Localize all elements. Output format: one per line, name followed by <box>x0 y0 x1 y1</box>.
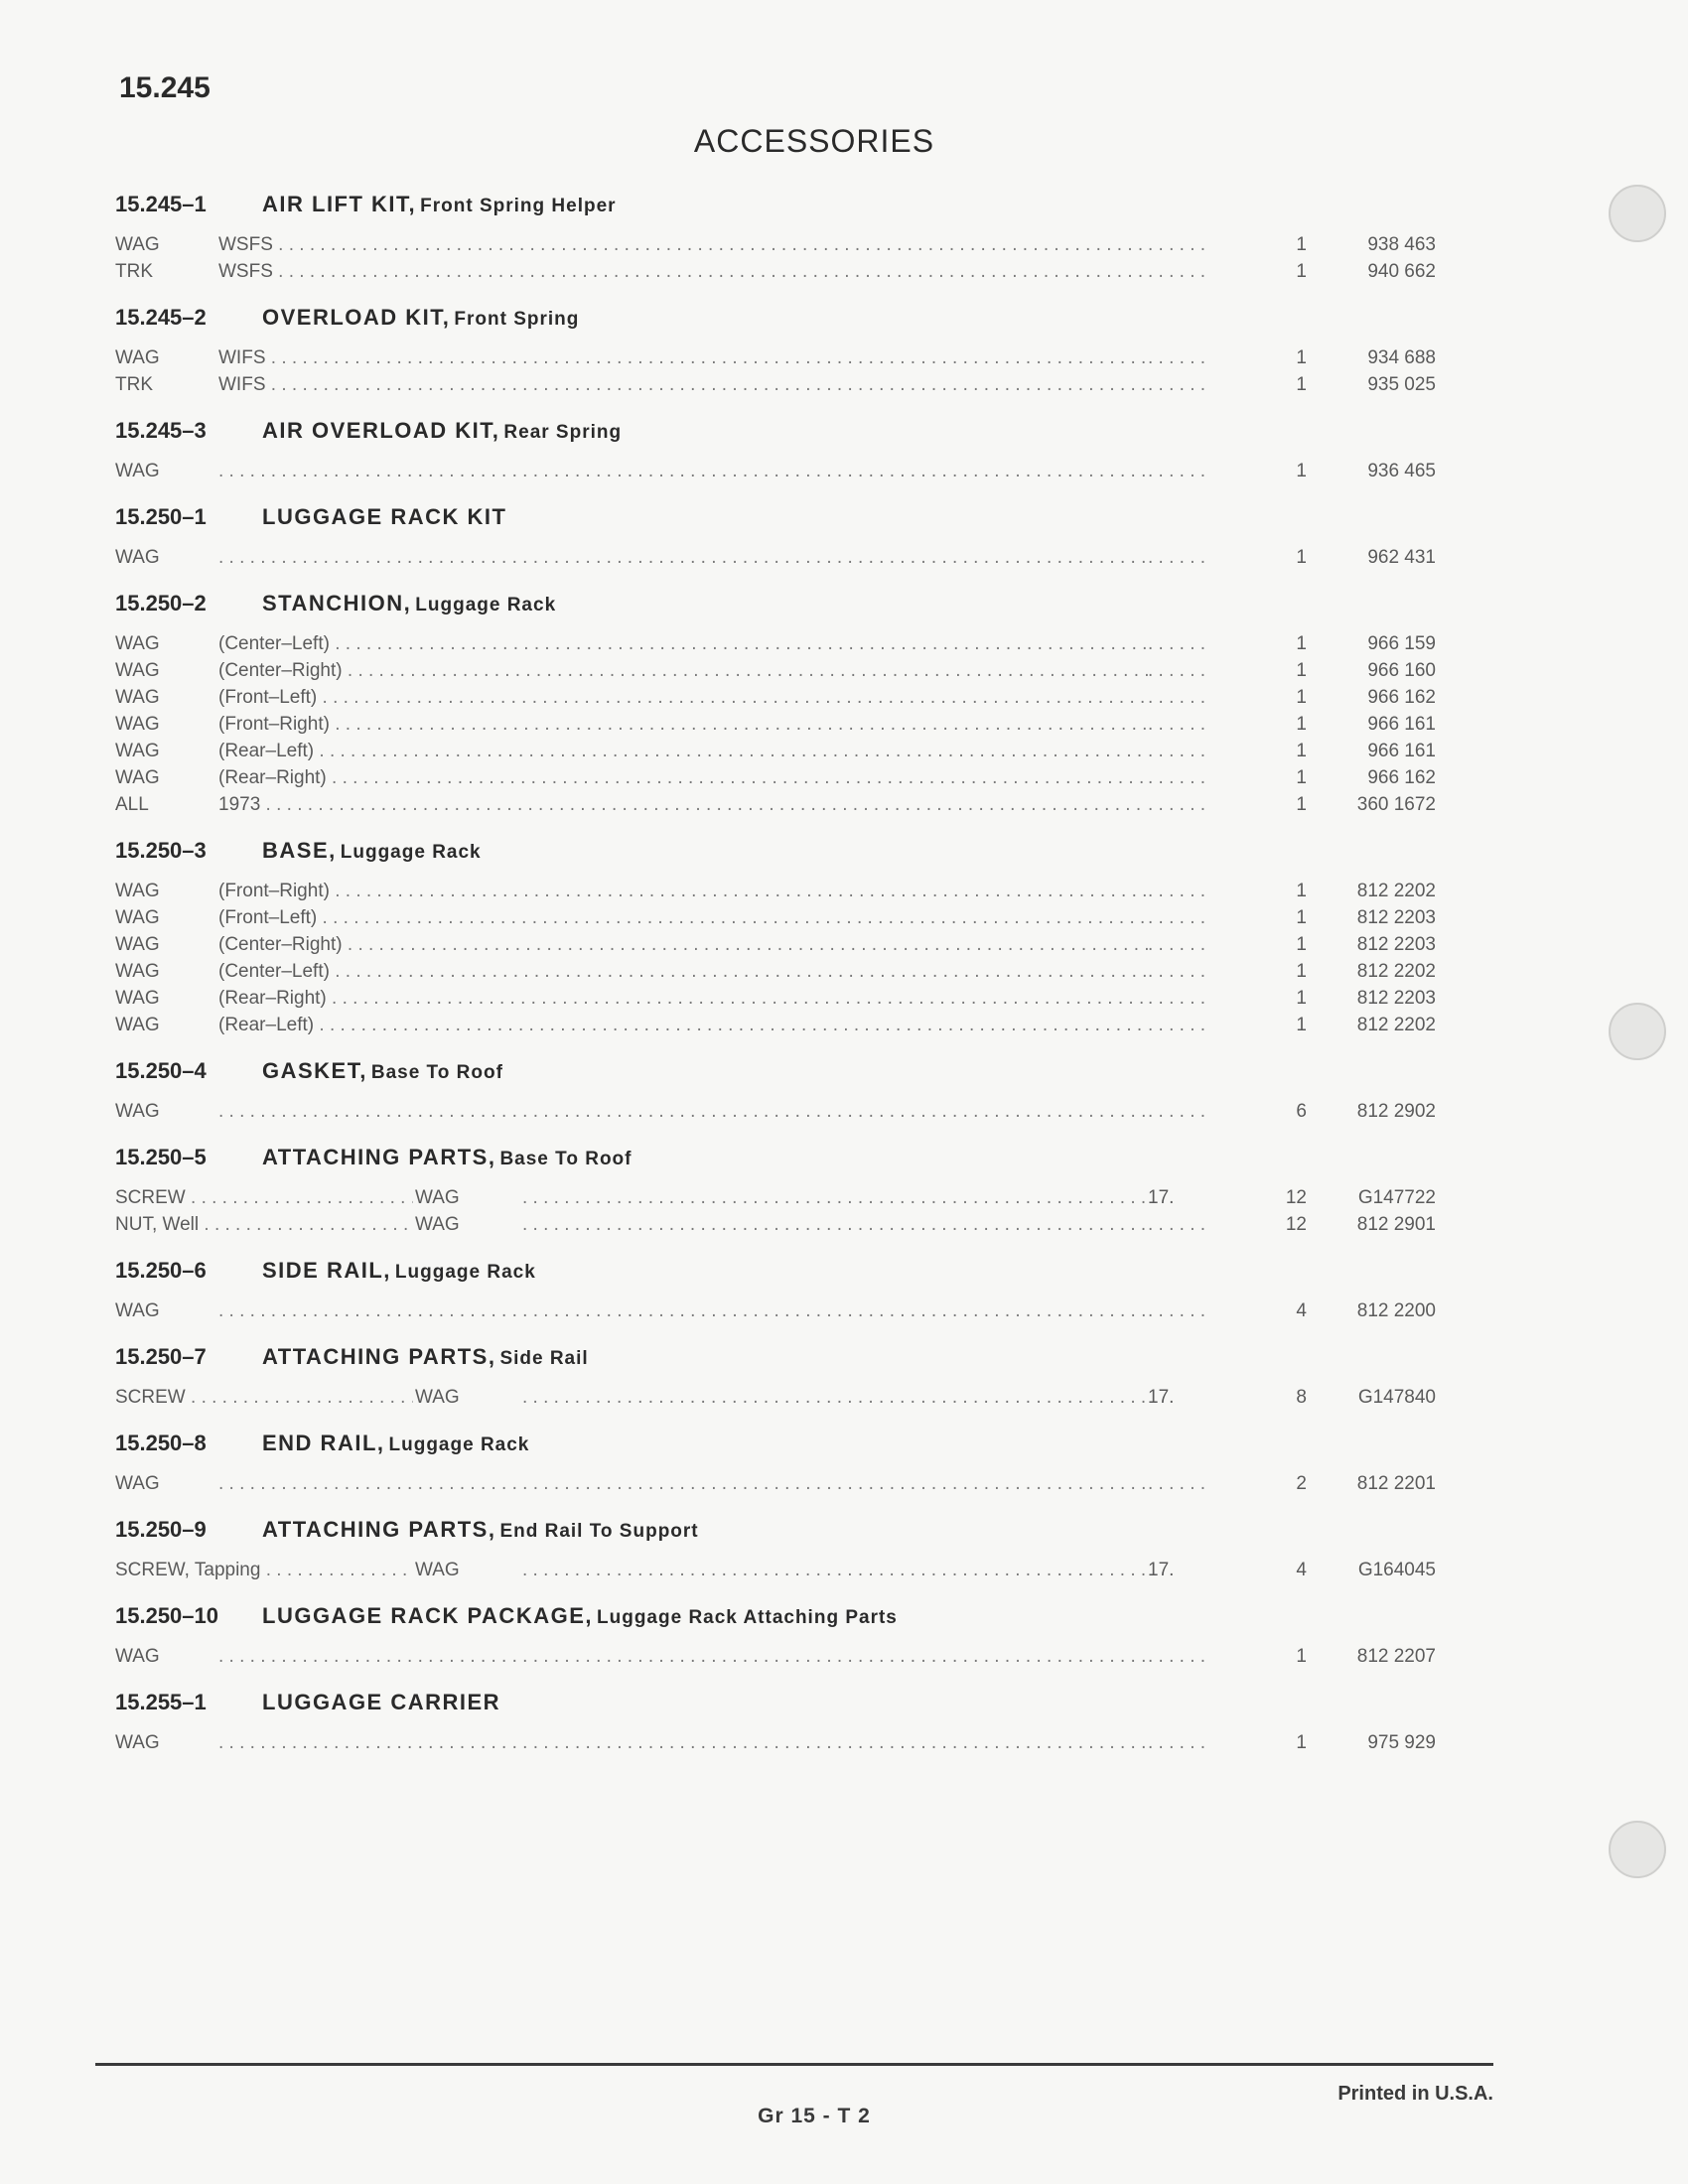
section-heading <box>115 831 1436 871</box>
section-name: ATTACHING PARTS, <box>262 1145 496 1169</box>
section-name: END RAIL, <box>262 1431 385 1455</box>
section-description: Front Spring <box>454 309 580 330</box>
model-code: WAG <box>415 1214 460 1235</box>
group-reference <box>1148 547 1257 569</box>
part-description: (Rear–Right) . . . <box>218 988 1221 1010</box>
quantity: 1 <box>1257 767 1307 789</box>
part-number: 966 159 <box>1317 633 1436 655</box>
parts-section <box>115 1510 1436 1586</box>
part-row <box>115 961 1436 988</box>
part-number: 966 160 <box>1317 660 1436 682</box>
group-reference <box>1148 714 1257 736</box>
section-number: 15.250–1 <box>115 504 207 529</box>
quantity: 12 <box>1257 1187 1307 1209</box>
section-name: AIR LIFT KIT, <box>262 192 417 216</box>
part-row <box>115 767 1436 794</box>
model-code: WAG <box>115 461 160 481</box>
part-row <box>115 687 1436 714</box>
part-number: G147722 <box>1317 1187 1436 1209</box>
model-code: WAG <box>115 988 160 1009</box>
section-name: ATTACHING PARTS, <box>262 1517 496 1542</box>
section-number: 15.250–7 <box>115 1344 207 1369</box>
punch-hole-bottom <box>1609 1821 1666 1878</box>
section-description: Luggage Rack <box>388 1434 530 1455</box>
part-name: SCREW . . . <box>115 1187 413 1209</box>
part-number: 812 2203 <box>1317 907 1436 929</box>
group-reference: 17. <box>1148 1560 1257 1581</box>
part-number: 812 2203 <box>1317 988 1436 1010</box>
model-code: WAG <box>115 687 160 708</box>
part-number: 966 161 <box>1317 714 1436 736</box>
part-row <box>115 1387 1436 1414</box>
quantity: 1 <box>1257 234 1307 256</box>
quantity: 1 <box>1257 633 1307 655</box>
quantity: 1 <box>1257 374 1307 396</box>
part-row <box>115 461 1436 487</box>
section-number: 15.250–10 <box>115 1603 218 1628</box>
quantity: 1 <box>1257 547 1307 569</box>
part-row <box>115 1101 1436 1128</box>
section-number: 15.250–2 <box>115 591 207 615</box>
model-code: WAG <box>415 1187 460 1208</box>
section-heading <box>115 298 1436 338</box>
punch-hole-middle <box>1609 1003 1666 1060</box>
part-name: NUT, Well . . . <box>115 1214 413 1236</box>
model-code: WAG <box>115 907 160 928</box>
model-code: WAG <box>115 1473 160 1494</box>
quantity: 1 <box>1257 1646 1307 1668</box>
footer-rule <box>95 2063 1493 2066</box>
parts-section <box>115 1337 1436 1414</box>
model-code: WAG <box>115 1101 160 1122</box>
parts-section <box>115 1596 1436 1673</box>
part-row <box>115 374 1436 401</box>
part-description <box>218 1300 1221 1322</box>
part-row <box>115 1300 1436 1327</box>
parts-section <box>115 411 1436 487</box>
part-description: WSFS . . . <box>218 261 1221 283</box>
part-description: (Rear–Right) . . . <box>218 767 1221 789</box>
group-reference <box>1148 660 1257 682</box>
part-description: WSFS . . . <box>218 234 1221 256</box>
part-row <box>115 234 1436 261</box>
group-reference <box>1148 1300 1257 1322</box>
part-number: 934 688 <box>1317 347 1436 369</box>
part-description <box>218 1473 1221 1495</box>
part-row <box>115 633 1436 660</box>
parts-section <box>115 1424 1436 1500</box>
printed-in-note: Printed in U.S.A. <box>1337 2083 1493 2105</box>
quantity: 1 <box>1257 1732 1307 1754</box>
model-code: TRK <box>115 374 153 395</box>
part-description: (Center–Left) . . . <box>218 633 1221 655</box>
section-description: Front Spring Helper <box>420 196 617 216</box>
footer-page-ref: Gr 15 - T 2 <box>758 2105 871 2127</box>
section-heading <box>115 1337 1436 1377</box>
quantity: 4 <box>1257 1300 1307 1322</box>
section-name: LUGGAGE CARRIER <box>262 1690 501 1714</box>
group-reference <box>1148 934 1257 956</box>
part-description: (Rear–Left) . . . <box>218 741 1221 762</box>
part-row <box>115 907 1436 934</box>
page-number: 15.245 <box>119 71 211 104</box>
model-code: WAG <box>115 347 160 368</box>
parts-section <box>115 298 1436 401</box>
model-code: WAG <box>415 1387 460 1408</box>
group-reference <box>1148 261 1257 283</box>
part-row <box>115 988 1436 1015</box>
model-code: WAG <box>115 1300 160 1321</box>
part-description: (Rear–Left) . . . <box>218 1015 1221 1036</box>
group-reference <box>1148 1473 1257 1495</box>
quantity: 12 <box>1257 1214 1307 1236</box>
part-row <box>115 934 1436 961</box>
part-description: (Center–Left) . . . <box>218 961 1221 983</box>
group-reference <box>1148 794 1257 816</box>
part-name: SCREW . . . <box>115 1387 413 1409</box>
part-number: 812 2201 <box>1317 1473 1436 1495</box>
page-title: ACCESSORIES <box>693 123 935 159</box>
section-heading <box>115 1510 1436 1550</box>
part-description: (Front–Left) . . . <box>218 907 1221 929</box>
quantity: 1 <box>1257 881 1307 902</box>
part-description <box>218 1646 1221 1668</box>
section-heading <box>115 1138 1436 1177</box>
part-name: SCREW, Tapping . . . <box>115 1560 413 1581</box>
quantity: 2 <box>1257 1473 1307 1495</box>
quantity: 1 <box>1257 961 1307 983</box>
group-reference <box>1148 1732 1257 1754</box>
part-description: 1973 . . . <box>218 794 1221 816</box>
group-reference <box>1148 741 1257 762</box>
section-description: Luggage Rack <box>394 1262 536 1283</box>
model-code: ALL <box>115 794 149 815</box>
model-code: WAG <box>415 1560 460 1580</box>
quantity: 6 <box>1257 1101 1307 1123</box>
quantity: 1 <box>1257 934 1307 956</box>
section-name: SIDE RAIL, <box>262 1258 391 1283</box>
part-row <box>115 1646 1436 1673</box>
parts-list <box>115 185 1436 1769</box>
leader-dots <box>522 1214 1227 1236</box>
quantity: 8 <box>1257 1387 1307 1409</box>
part-row <box>115 261 1436 288</box>
section-heading <box>115 1051 1436 1091</box>
group-reference: 17. <box>1148 1187 1257 1209</box>
section-name: LUGGAGE RACK KIT <box>262 504 507 529</box>
part-description: (Center–Right) . . . <box>218 934 1221 956</box>
section-description: Luggage Rack Attaching Parts <box>597 1607 898 1628</box>
part-description: WIFS . . . <box>218 347 1221 369</box>
section-number: 15.255–1 <box>115 1690 207 1714</box>
group-reference: 17. <box>1148 1387 1257 1409</box>
leader-dots <box>522 1187 1227 1209</box>
quantity: 1 <box>1257 1015 1307 1036</box>
parts-section <box>115 1251 1436 1327</box>
model-code: WAG <box>115 961 160 982</box>
quantity: 1 <box>1257 461 1307 482</box>
model-code: WAG <box>115 714 160 735</box>
group-reference <box>1148 374 1257 396</box>
part-description <box>218 461 1221 482</box>
group-reference <box>1148 961 1257 983</box>
part-row <box>115 1732 1436 1759</box>
quantity: 1 <box>1257 687 1307 709</box>
part-number: 812 2902 <box>1317 1101 1436 1123</box>
part-number: 938 463 <box>1317 234 1436 256</box>
section-description: Side Rail <box>499 1348 589 1369</box>
model-code: WAG <box>115 1732 160 1753</box>
part-number: 940 662 <box>1317 261 1436 283</box>
group-reference <box>1148 347 1257 369</box>
section-number: 15.250–8 <box>115 1431 207 1455</box>
model-code: WAG <box>115 234 160 255</box>
part-number: 360 1672 <box>1317 794 1436 816</box>
group-reference <box>1148 1015 1257 1036</box>
group-reference <box>1148 767 1257 789</box>
quantity: 4 <box>1257 1560 1307 1581</box>
part-description: WIFS . . . <box>218 374 1221 396</box>
punch-hole-top <box>1609 185 1666 242</box>
quantity: 1 <box>1257 988 1307 1010</box>
part-number: 935 025 <box>1317 374 1436 396</box>
part-number: 812 2901 <box>1317 1214 1436 1236</box>
section-number: 15.250–4 <box>115 1058 207 1083</box>
parts-section <box>115 584 1436 821</box>
section-heading <box>115 1596 1436 1636</box>
parts-section <box>115 831 1436 1041</box>
part-row <box>115 1473 1436 1500</box>
section-name: OVERLOAD KIT, <box>262 305 451 330</box>
part-number: 966 162 <box>1317 767 1436 789</box>
part-row <box>115 714 1436 741</box>
part-number: 966 162 <box>1317 687 1436 709</box>
part-number: G147840 <box>1317 1387 1436 1409</box>
model-code: WAG <box>115 767 160 788</box>
part-row <box>115 881 1436 907</box>
part-number: 812 2202 <box>1317 961 1436 983</box>
part-number: 812 2200 <box>1317 1300 1436 1322</box>
part-description <box>218 1101 1221 1123</box>
model-code: WAG <box>115 1015 160 1035</box>
part-row <box>115 794 1436 821</box>
group-reference <box>1148 907 1257 929</box>
section-heading <box>115 1251 1436 1291</box>
part-number: 975 929 <box>1317 1732 1436 1754</box>
quantity: 1 <box>1257 347 1307 369</box>
quantity: 1 <box>1257 714 1307 736</box>
section-heading <box>115 411 1436 451</box>
section-number: 15.250–9 <box>115 1517 207 1542</box>
section-name: BASE, <box>262 838 337 863</box>
section-name: ATTACHING PARTS, <box>262 1344 496 1369</box>
section-heading <box>115 497 1436 537</box>
part-row <box>115 1214 1436 1241</box>
section-number: 15.245–1 <box>115 192 207 216</box>
group-reference <box>1148 1646 1257 1668</box>
section-heading <box>115 1683 1436 1722</box>
section-heading <box>115 1424 1436 1463</box>
part-number: 936 465 <box>1317 461 1436 482</box>
model-code: WAG <box>115 660 160 681</box>
part-number: 812 2207 <box>1317 1646 1436 1668</box>
quantity: 1 <box>1257 741 1307 762</box>
model-code: WAG <box>115 547 160 568</box>
part-number: 812 2202 <box>1317 1015 1436 1036</box>
part-row <box>115 1560 1436 1586</box>
section-description: Base To Roof <box>499 1149 633 1169</box>
part-row <box>115 347 1436 374</box>
part-description: (Center–Right) . . . <box>218 660 1221 682</box>
model-code: WAG <box>115 741 160 761</box>
section-description: End Rail To Support <box>499 1521 699 1542</box>
group-reference <box>1148 687 1257 709</box>
part-row <box>115 741 1436 767</box>
model-code: WAG <box>115 1646 160 1667</box>
part-row <box>115 1015 1436 1041</box>
parts-section <box>115 1138 1436 1241</box>
section-number: 15.250–5 <box>115 1145 207 1169</box>
part-description: (Front–Right) . . . <box>218 714 1221 736</box>
section-description: Rear Spring <box>503 422 623 443</box>
section-name: STANCHION, <box>262 591 412 615</box>
part-number: G164045 <box>1317 1560 1436 1581</box>
group-reference <box>1148 1101 1257 1123</box>
leader-dots <box>522 1387 1227 1409</box>
section-name: GASKET, <box>262 1058 367 1083</box>
model-code: WAG <box>115 881 160 901</box>
quantity: 1 <box>1257 907 1307 929</box>
section-number: 15.245–2 <box>115 305 207 330</box>
model-code: WAG <box>115 934 160 955</box>
model-code: TRK <box>115 261 153 282</box>
group-reference <box>1148 881 1257 902</box>
part-number: 812 2203 <box>1317 934 1436 956</box>
group-reference <box>1148 988 1257 1010</box>
leader-dots <box>522 1560 1227 1581</box>
part-row <box>115 1187 1436 1214</box>
section-name: AIR OVERLOAD KIT, <box>262 418 500 443</box>
section-number: 15.245–3 <box>115 418 207 443</box>
parts-section <box>115 1051 1436 1128</box>
part-number: 812 2202 <box>1317 881 1436 902</box>
group-reference <box>1148 461 1257 482</box>
part-description <box>218 547 1221 569</box>
section-name: LUGGAGE RACK PACKAGE, <box>262 1603 593 1628</box>
parts-section <box>115 1683 1436 1759</box>
part-row <box>115 547 1436 574</box>
parts-section <box>115 497 1436 574</box>
section-description: Base To Roof <box>370 1062 503 1083</box>
model-code: WAG <box>115 633 160 654</box>
part-description <box>218 1732 1221 1754</box>
section-number: 15.250–6 <box>115 1258 207 1283</box>
part-number: 966 161 <box>1317 741 1436 762</box>
part-number: 962 431 <box>1317 547 1436 569</box>
group-reference <box>1148 1214 1257 1236</box>
section-heading <box>115 584 1436 623</box>
section-number: 15.250–3 <box>115 838 207 863</box>
parts-section <box>115 185 1436 288</box>
section-heading <box>115 185 1436 224</box>
group-reference <box>1148 633 1257 655</box>
group-reference <box>1148 234 1257 256</box>
quantity: 1 <box>1257 660 1307 682</box>
section-description: Luggage Rack <box>415 595 557 615</box>
part-description: (Front–Right) . . . <box>218 881 1221 902</box>
section-description: Luggage Rack <box>340 842 482 863</box>
part-description: (Front–Left) . . . <box>218 687 1221 709</box>
quantity: 1 <box>1257 794 1307 816</box>
part-row <box>115 660 1436 687</box>
quantity: 1 <box>1257 261 1307 283</box>
